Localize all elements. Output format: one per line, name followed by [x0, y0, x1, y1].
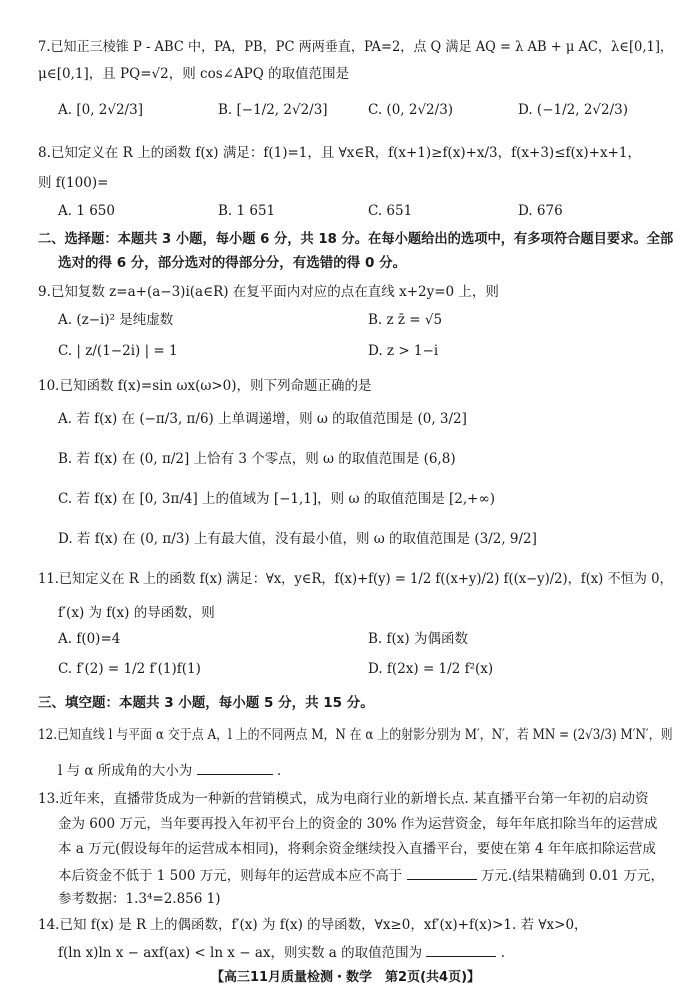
- q9-option-a: A. (z−i)² 是纯虚数: [58, 312, 174, 328]
- q13-line2: 金为 600 万元，当年要再投入年初平台上的资金的 30% 作为运营资金，每年年底扣除当年的运营成: [58, 816, 658, 832]
- q12-stem-text: l 与 α 所成角的大小为: [58, 763, 193, 779]
- q10-option-a: A. 若 f(x) 在 (−π/3, π/6) 上单调递增，则 ω 的取值范围是 (0, 3/2]: [58, 411, 467, 427]
- q10-option-c: C. 若 f(x) 在 [0, 3π/4] 上的值域为 [−1,1]，则 ω 的取值范围是 [2,+∞): [58, 491, 496, 507]
- q8-stem-line2: 则 f(100)=: [38, 175, 109, 191]
- q8-stem-line1: 8.已知定义在 R 上的函数 f(x) 满足：f(1)=1，且 ∀x∈R，f(x+1)≥f(x)+x/3，f(x+3)≤f(x)+x+1，: [38, 145, 641, 161]
- q11-option-c: C. f′(2) = 1/2 f′(1)f(1): [58, 661, 201, 677]
- q8-option-d: D. 676: [518, 203, 563, 219]
- q7-stem-line2: μ∈[0,1]，且 PQ=√2，则 cos∠APQ 的取值范围是: [38, 66, 350, 82]
- section3-heading: 三、填空题：本题共 3 小题，每小题 5 分，共 15 分。: [38, 695, 374, 711]
- section2-heading-line2: 选对的得 6 分，部分选对的得部分分，有选错的得 0 分。: [58, 255, 407, 271]
- q8-option-c: C. 651: [368, 203, 413, 219]
- q14-answer-blank[interactable]: [426, 942, 496, 957]
- q9-option-b: B. z z̄ = √5: [368, 312, 443, 328]
- q11-stem-line1: 11.已知定义在 R 上的函数 f(x) 满足：∀x，y∈R，f(x)+f(y) = 1/2 f((x+y)/2) f((x−y)/2)，f(x) 不恒为 0，: [38, 571, 673, 587]
- q7-option-c: C. (0, 2√2/3): [368, 102, 454, 118]
- q9-option-d: D. z > 1−i: [368, 343, 439, 359]
- q12-stem-end: .: [276, 763, 282, 779]
- q7-option-b: B. [−1/2, 2√2/3]: [218, 102, 328, 118]
- q11-option-a: A. f(0)=4: [58, 631, 121, 647]
- q12-stem-line2: [58, 760, 281, 780]
- q10-option-b: B. 若 f(x) 在 (0, π/2] 上恰有 3 个零点，则 ω 的取值范围是 (6,8): [58, 451, 456, 467]
- q8-option-a: A. 1 650: [58, 203, 115, 219]
- page-footer: 【高三11月质量检测・数学 第2页(共4页)】: [210, 970, 481, 985]
- q13-answer-blank[interactable]: [407, 865, 477, 880]
- q7-option-d: D. (−1/2, 2√2/3): [518, 102, 628, 118]
- q13-line4: [58, 865, 664, 885]
- q8-option-b: B. 1 651: [218, 203, 276, 219]
- q14-line2: [58, 942, 505, 962]
- q12-answer-blank[interactable]: [197, 760, 273, 775]
- q7-stem-line1: 7.已知正三棱锥 P - ABC 中，PA，PB，PC 两两垂直，PA=2，点 Q 满足 AQ = λ AB + μ AC，λ∈[0,1]，: [38, 39, 674, 55]
- q7-option-a: A. [0, 2√2/3]: [58, 102, 143, 118]
- q13-line5: 参考数据：1.3⁴=2.856 1): [58, 891, 221, 907]
- q9-option-c: C. | z/(1−2i) | = 1: [58, 343, 178, 359]
- q14-line2-end: .: [500, 945, 506, 961]
- q13-line4-end: 万元.(结果精确到 0.01 万元，: [480, 868, 665, 884]
- q10-option-d: D. 若 f(x) 在 (0, π/3) 上有最大值，没有最小值，则 ω 的取值范围是 (3/2, 9/2]: [58, 531, 537, 547]
- q14-line2-text: f(ln x)ln x − axf(ax) < ln x − ax，则实数 a 的取值范围为: [58, 945, 423, 961]
- q11-option-b: B. f(x) 为偶函数: [368, 631, 468, 647]
- q13-line4-text: 本后资金不低于 1 500 万元，则每年的运营成本应不高于: [58, 868, 403, 884]
- q11-stem-line2: f′(x) 为 f(x) 的导函数，则: [58, 605, 215, 621]
- q11-option-d: D. f(2x) = 1/2 f²(x): [368, 661, 494, 677]
- q9-stem: 9.已知复数 z=a+(a−3)i(a∈R) 在复平面内对应的点在直线 x+2y=0 上，则: [38, 284, 499, 300]
- q13-line3: 本 a 万元(假设每年的运营成本相同)，将剩余资金继续投入直播平台，要使在第 4 年年底扣除运营成: [58, 841, 656, 857]
- q14-line1: 14.已知 f(x) 是 R 上的偶函数，f′(x) 为 f(x) 的导函数，∀x≥0，xf′(x)+f(x)>1. 若 ∀x>0，: [38, 917, 588, 933]
- q10-stem: 10.已知函数 f(x)=sin ωx(ω>0)，则下列命题正确的是: [38, 378, 372, 394]
- section2-heading-line1: 二、选择题：本题共 3 小题，每小题 6 分，共 18 分。在每小题给出的选项中，有多项符合题目要求。全部: [38, 231, 674, 247]
- q13-line1: 13.近年来，直播带货成为一种新的营销模式，成为电商行业的新增长点. 某直播平台第一年初的启动资: [38, 791, 649, 807]
- q12-stem-line1: 12.已知直线 l 与平面 α 交于点 A，l 上的不同两点 M，N 在 α 上的射影分别为 M′，N′，若 MN = (2√3/3) M′N′，则: [38, 727, 673, 743]
